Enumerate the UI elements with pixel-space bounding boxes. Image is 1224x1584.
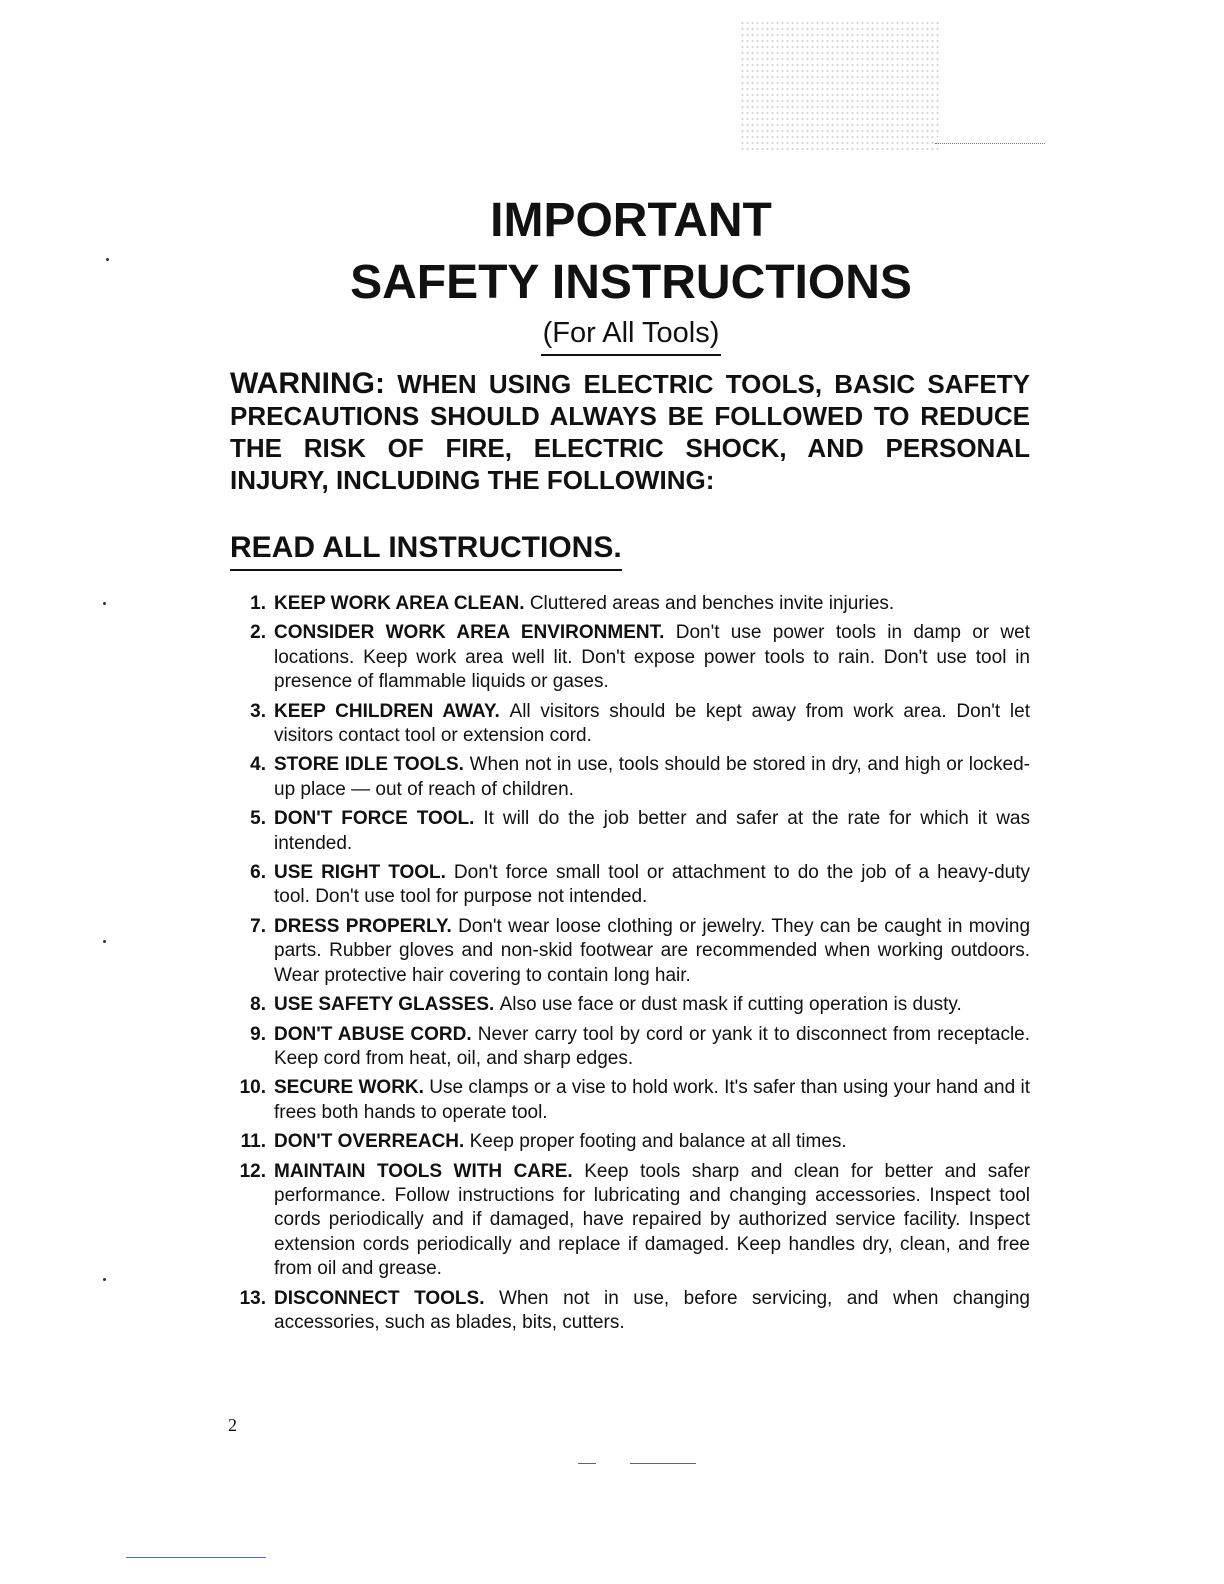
warning-label: WARNING: [230,367,385,400]
item-title: SECURE WORK. [274,1077,424,1099]
item-title: KEEP WORK AREA CLEAN. [274,593,525,614]
item-body: Never carry tool by cord or yank it to disconnect from receptacle. Keep cord from heat, oil, and sharp edges. [274,1023,1031,1069]
list-item [230,1287,1030,1336]
item-number: 11. [240,1131,266,1153]
item-body: It will do the job better and safer at the rate for which it was intended. [274,808,1031,854]
list-item [230,621,1030,694]
margin-dot [103,602,106,605]
list-item [230,1160,1030,1282]
title-block [0,190,1224,356]
warning-paragraph [230,368,1030,496]
item-title: STORE IDLE TOOLS. [274,754,464,776]
item-number: 8. [250,994,266,1016]
item-number: 12. [239,1160,266,1182]
item-title: USE RIGHT TOOL. [274,862,446,884]
page-subtitle: (For All Tools) [541,314,722,356]
list-item [230,993,1030,1017]
item-number: 10. [239,1077,266,1099]
item-number: 1. [250,593,266,614]
item-number: 6. [250,862,266,884]
item-body: Don't use power tools in damp or wet locations. Keep work area well lit. Don't expose power tools to rain. Don't use tool in presence of flammable liquids or gases. [274,622,1030,693]
list-item [230,592,1030,616]
scan-line-artifact [935,143,1045,144]
item-body: Keep tools sharp and clean for better and safer performance. Follow instructions for lubricating and changing accessories. Inspect tool cords periodically and if damaged, have repaired by authorized service facility. Inspect extension cords periodically and replace if damaged. Keep handles dry, clean, and free from oil and grease. [274,1160,1030,1280]
list-item [230,1130,1030,1154]
instructions-list [230,592,1030,1340]
list-item [230,1023,1030,1072]
margin-dot [106,258,109,261]
item-title: KEEP CHILDREN AWAY. [274,700,500,722]
item-body: All visitors should be kept away from work area. Don't let visitors contact tool or extension cord. [274,700,1030,747]
scan-speckle-artifact [740,20,940,150]
page-title-line-1: IMPORTANT [490,194,772,247]
item-body: Don't force small tool or attachment to do the job of a heavy-duty tool. Don't use tool for purpose not intended. [274,862,1031,908]
item-body: When not in use, before servicing, and when changing accessories, such as blades, bits, cutters. [274,1287,1030,1333]
item-body: Cluttered areas and benches invite injuries. [529,593,895,614]
margin-dot [103,940,106,943]
scan-dash-artifact [630,1463,696,1464]
item-title: DON'T OVERREACH. [274,1131,465,1153]
item-body: Use clamps or a vise to hold work. It's safer than using your hand and it frees both hands to operate tool. [274,1077,1030,1123]
item-number: 2. [250,622,266,644]
page-number: 2 [228,1415,237,1435]
item-title: CONSIDER WORK AREA ENVIRONMENT. [274,622,665,644]
item-title: DON'T FORCE TOOL. [274,808,475,830]
page-title-line-2: SAFETY INSTRUCTIONS [350,256,912,309]
item-body: When not in use, tools should be stored in dry, and high or locked-up place — out of reach of children. [274,754,1030,800]
item-number: 9. [250,1023,266,1045]
item-title: DISCONNECT TOOLS. [274,1287,485,1309]
list-item [230,753,1030,802]
scan-dash-artifact [578,1463,596,1464]
list-item [230,1076,1030,1125]
item-body: Keep proper footing and balance at all times. [469,1131,847,1153]
item-number: 3. [250,700,266,722]
list-item [230,861,1030,910]
item-title: MAINTAIN TOOLS WITH CARE. [274,1160,573,1182]
item-title: USE SAFETY GLASSES. [274,994,495,1016]
list-item [230,915,1030,988]
item-body: Don't wear loose clothing or jewelry. They can be caught in moving parts. Rubber gloves and non-skid footwear are recommended when working outdoors. Wear protective hair covering to contain long hair. [274,915,1031,986]
list-item [230,807,1030,856]
read-all-heading: READ ALL INSTRUCTIONS. [230,528,622,571]
item-body: Also use face or dust mask if cutting operation is dusty. [499,994,962,1016]
margin-dot [103,1278,106,1281]
item-title: DRESS PROPERLY. [274,915,452,937]
list-item [230,700,1030,749]
item-title: DON'T ABUSE CORD. [274,1023,472,1045]
item-number: 4. [250,754,266,776]
item-number: 5. [250,808,266,830]
warning-text: WHEN USING ELECTRIC TOOLS, BASIC SAFETY PRECAUTIONS SHOULD ALWAYS BE FOLLOWED TO REDUCE THE RISK OF FIRE, ELECTRIC SHOCK, AND PERSONAL INJURY, INCLUDING THE FOLLOWING: [230,369,1030,495]
item-number: 7. [250,915,266,937]
scan-blue-line-artifact [126,1557,266,1558]
item-number: 13. [239,1287,266,1309]
